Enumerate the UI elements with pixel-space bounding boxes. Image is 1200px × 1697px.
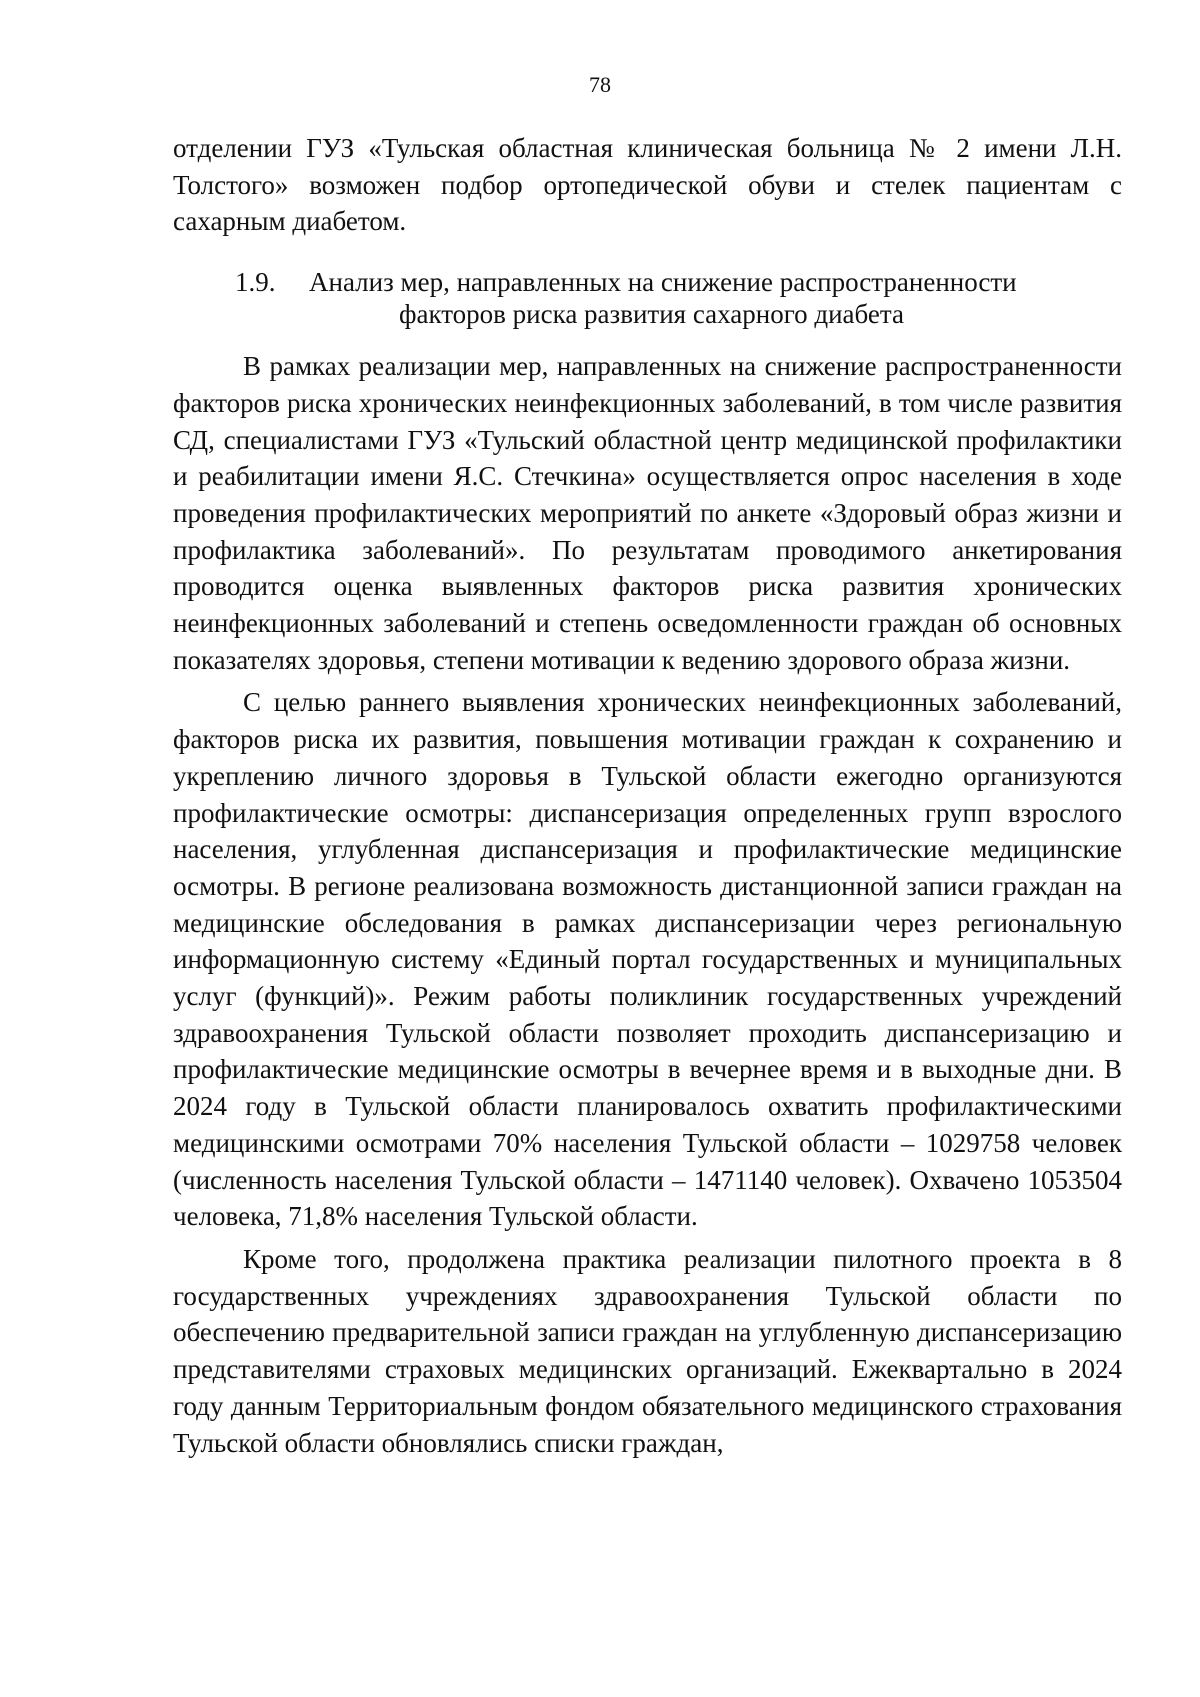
section-heading-line1: [173, 266, 1122, 298]
section-title-line1: Анализ мер, направленных на снижение распространенности: [309, 267, 1017, 298]
paragraph-pilot-project: Кроме того, продолжена практика реализации пилотного проекта в 8 государственных учреждениях здравоохранения Тульской области по обеспечению предварительной записи граждан на углубленную диспансеризацию представителями страховых медицинских организаций. Ежеквартально в 2024 году данным Территориальным фондом обязательного медицинского страхования Тульской области обновлялись списки граждан,: [173, 1243, 1122, 1458]
paragraph-survey: В рамках реализации мер, направленных на снижение распространенности факторов риска хронических неинфекционных заболеваний, в том числе развития СД, специалистами ГУЗ «Тульский областной центр медицинской профилактики и реабилитации имени Я.С. Стечкина» осуществляется опрос населения в ходе проведения профилактических мероприятий по анкете «Здоровый образ жизни и профилактика заболеваний». По результатам проводимого анкетирования проводится оценка выявленных факторов риска развития хронических неинфекционных заболеваний и степень осведомленности граждан об основных показателях здоровья, степени мотивации к ведению здорового образа жизни.: [173, 351, 1122, 675]
section-number: 1.9.: [235, 267, 276, 298]
section-title-line2: факторов риска развития сахарного диабета: [399, 299, 904, 330]
paragraph-checkups: С целью раннего выявления хронических неинфекционных заболеваний, факторов риска их развития, повышения мотивации граждан к сохранению и укреплению личного здоровья в Тульской области ежегодно организуются профилактические осмотры: диспансеризация определенных групп взрослого населения, углубленная диспансеризация и профилактические медицинские осмотры. В регионе реализована возможность дистанционной записи граждан на медицинские обследования в рамках диспансеризации через региональную информационную систему «Единый портал государственных и муниципальных услуг (функций)». Режим работы поликлиник государственных учреждений здравоохранения Тульской области позволяет проходить диспансеризацию и профилактические медицинские осмотры в вечернее время и в выходные дни. В 2024 году в Тульской области планировалось охватить профилактическими медицинскими осмотрами 70% населения Тульской области – 1029758 человек (численность населения Тульской области – 1471140 человек). Охвачено 1053504 человека, 71,8% населения Тульской области.: [173, 687, 1122, 1232]
document-body: [173, 130, 1122, 1461]
section-heading: [173, 266, 1122, 330]
page-number: 78: [589, 72, 611, 97]
intro-paragraph: отделении ГУЗ «Тульская областная клиническая больница № 2 имени Л.Н. Толстого» возможен подбор ортопедической обуви и стелек пациентам с сахарным диабетом.: [173, 133, 1122, 237]
